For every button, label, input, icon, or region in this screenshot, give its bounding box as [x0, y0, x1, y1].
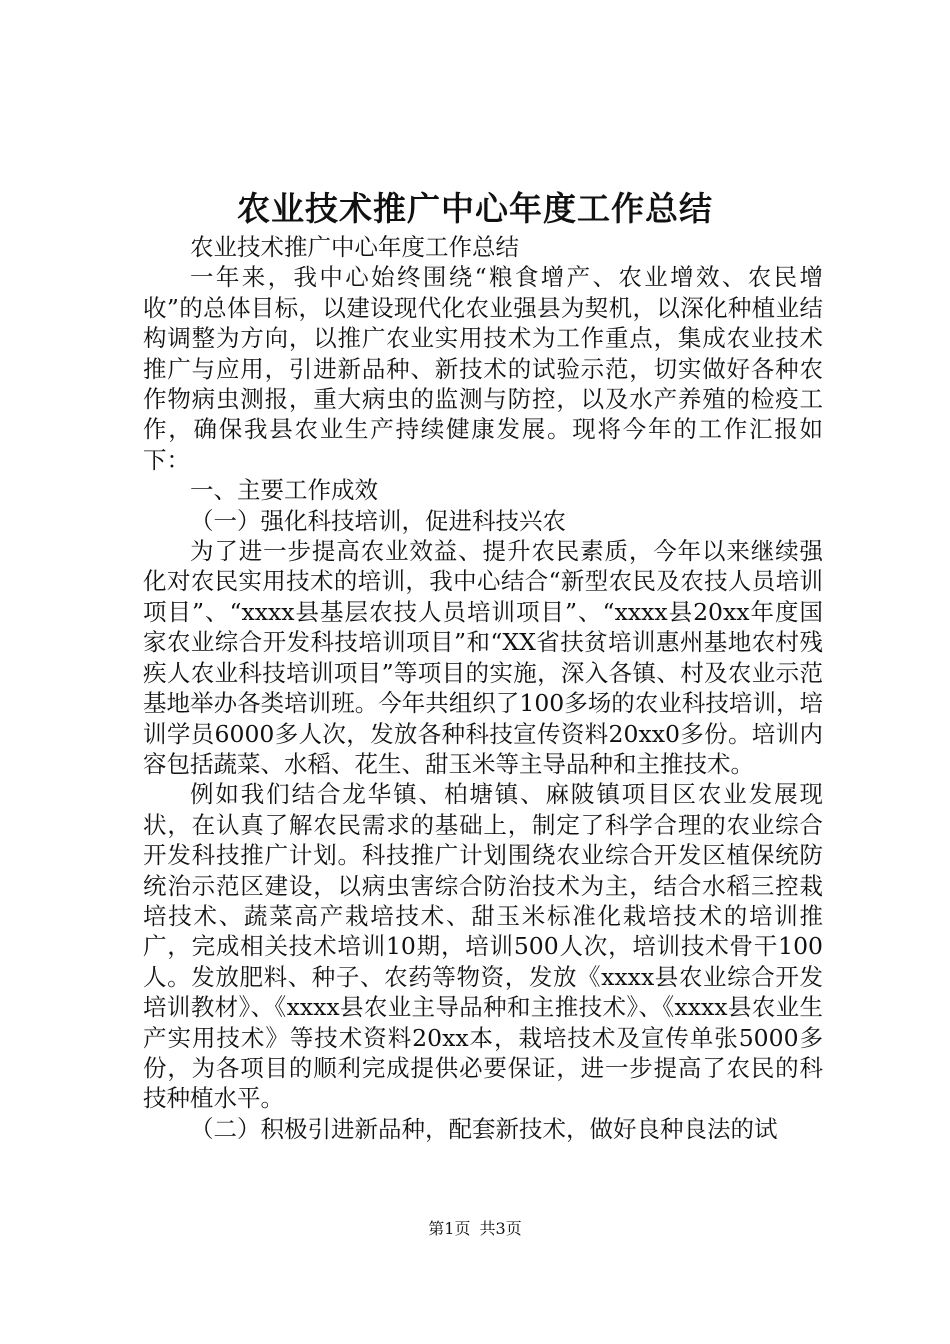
- paragraph-subtitle: 农业技术推广中心年度工作总结: [190, 233, 519, 261]
- document-title: 农业技术推广中心年度工作总结: [237, 189, 713, 228]
- page-footer: [0, 1218, 950, 1240]
- subsection-heading: （二）积极引进新品种，配套新技术，做好良种良法的试: [190, 1114, 778, 1143]
- page-number: 第1页: [428, 1219, 471, 1238]
- paragraph-example: 例如我们结合龙华镇、柏塘镇、麻陂镇项目区农业发展现状，在认真了解农民需求的基础上，制定了科学合理的农业综合开发科技推广计划。科技推广计划围绕农业综合开发区植保统防统治示范区建设，以病虫害综合防治技术为主，结合水稻三控栽培技术、蔬菜高产栽培技术、甜玉米标准化栽培技术的培训推广，完成相关技术培训10期，培训500人次，培训技术骨干100人。发放肥料、种子、农药等物资，发放《xxxx县农业综合开发培训教材》、《xxxx县农业主导品种和主推技术》、《xxxx县农业生产实用技术》等技术资料20xx本，栽培技术及宣传单张5000多份，为各项目的顺利完成提供必要保证，进一步提高了农民的科技种植水平。: [143, 780, 823, 1113]
- document-body: [143, 232, 823, 1144]
- page-total: 共3页: [479, 1219, 522, 1238]
- paragraph-intro: 一年来，我中心始终围绕“粮食增产、农业增效、农民增收”的总体目标，以建设现代化农业强县为契机，以深化种植业结构调整为方向，以推广农业实用技术为工作重点，集成农业技术推广与应用，引进新品种、新技术的试验示范，切实做好各种农作物病虫测报，重大病虫的监测与防控，以及水产养殖的检疫工作，确保我县农业生产持续健康发展。现将今年的工作汇报如下：: [143, 263, 823, 474]
- section-heading: 一、主要工作成效: [190, 476, 378, 505]
- subsection-heading: （一）强化科技培训，促进科技兴农: [190, 506, 566, 535]
- paragraph-training: 为了进一步提高农业效益、提升农民素质，今年以来继续强化对农民实用技术的培训，我中心结合“新型农民及农技人员培训项目”、“xxxx县基层农技人员培训项目”、“xxxx县20xx年度国家农业综合开发科技培训项目”和“XX省扶贫培训惠州基地农村残疾人农业科技培训项目”等项目的实施，深入各镇、村及农业示范基地举办各类培训班。今年共组织了100多场的农业科技培训，培训学员6000多人次，发放各种科技宣传资料20xx0多份。培训内容包括蔬菜、水稻、花生、甜玉米等主导品种和主推技术。: [143, 537, 823, 778]
